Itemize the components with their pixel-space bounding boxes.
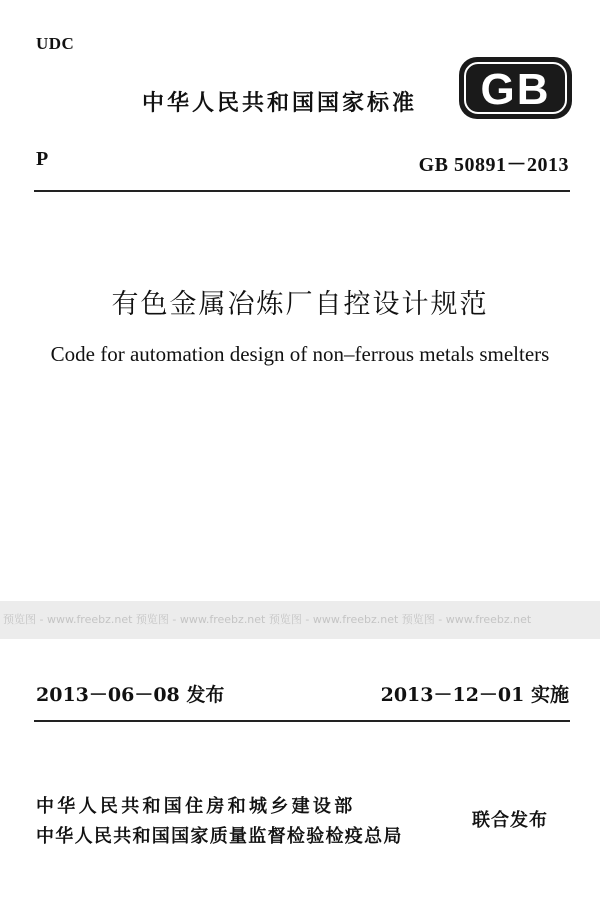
- gb-logo: [458, 56, 573, 120]
- udc-label: UDC: [36, 34, 75, 53]
- watermark-banner: 预览图 - www.freebz.net 预览图 - www.freebz.net 预览图 - www.freebz.net 预览图 - www.freebz.net: [0, 601, 600, 639]
- issuer-aqsiq: 中华人民共和国国家质量监督检验检疫总局: [36, 826, 403, 847]
- issuer-ministry-housing: 中华人民共和国住房和城乡建设部: [36, 796, 356, 817]
- title-english: Code for automation design of non–ferrous metals smelters: [50, 342, 550, 366]
- gb-logo-text: GB: [480, 65, 551, 114]
- title-chinese: 有色金属冶炼厂自控设计规范: [111, 289, 489, 320]
- joint-issue-label: 联合发布: [472, 810, 548, 831]
- standard-type-heading: 中华人民共和国国家标准: [142, 91, 418, 116]
- implement-date: 2013－12－01 实施: [380, 684, 569, 706]
- top-divider: [34, 190, 570, 192]
- standard-number: GB 50891－2013: [418, 154, 569, 176]
- classification-code: P: [36, 148, 49, 170]
- bottom-divider: [34, 720, 570, 722]
- publish-date: 2013－06－08 发布: [36, 684, 225, 706]
